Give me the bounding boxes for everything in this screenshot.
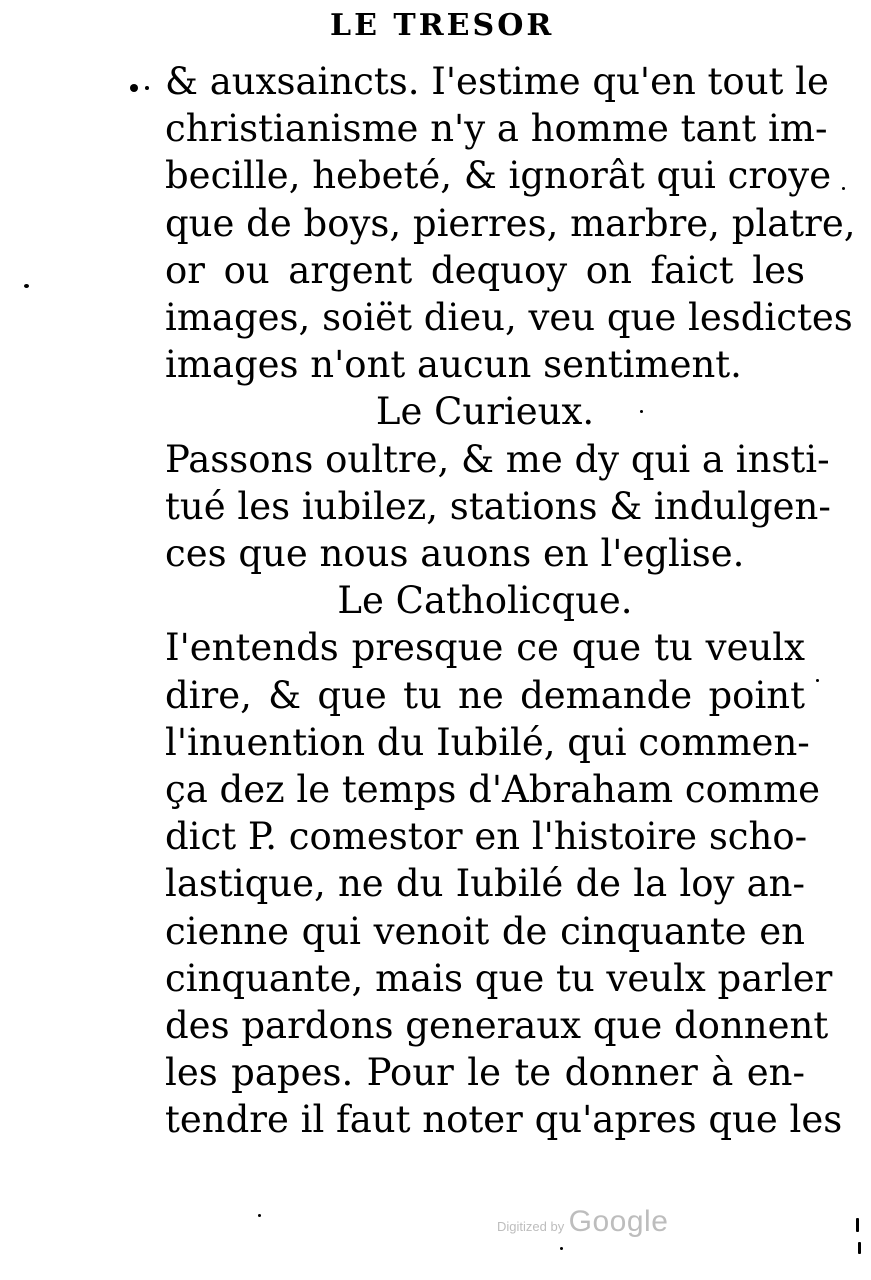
text-line: l'inuention du Iubilé, qui commen-	[165, 720, 810, 764]
scan-speck	[640, 410, 643, 413]
scan-speck	[560, 1247, 563, 1250]
digitized-watermark	[497, 1205, 668, 1239]
google-logo: Google	[568, 1205, 669, 1238]
text-line: les papes. Pour le te donner à en-	[165, 1051, 805, 1095]
text-line: dict P. comestor en l'histoire scho-	[165, 815, 808, 859]
text-line: I'entends presque ce que tu veulx	[165, 626, 805, 670]
scan-speck	[816, 679, 819, 682]
text-line: or ou argent dequoy on faict les	[165, 248, 805, 292]
text-line: des pardons generaux que donnent	[165, 1004, 829, 1048]
scan-speck	[842, 187, 845, 190]
text-line: cienne qui venoit de cinquante en	[165, 909, 805, 953]
scan-speck	[856, 1218, 859, 1232]
text-line: & auxsaincts. I'estime qu'en tout le	[165, 60, 829, 103]
text-line: becille, hebeté, & ignorât qui croye	[165, 154, 832, 198]
body-text	[165, 58, 856, 1144]
scan-speck	[24, 284, 29, 288]
text-line: cinquante, mais que tu veulx parler	[165, 956, 833, 1000]
text-line: christianisme n'y a homme tant im-	[165, 107, 828, 151]
text-line: ça dez le temps d'Abraham comme	[165, 768, 820, 812]
text-line: tendre il faut noter qu'apres que les	[165, 1098, 843, 1142]
scan-speck	[258, 1214, 261, 1217]
digitized-label: Digitized by	[497, 1219, 565, 1234]
speaker-heading: Le Curieux.	[375, 390, 595, 434]
text-line: Passons oultre, & me dy qui a insti-	[165, 437, 830, 481]
text-line: images n'ont aucun sentiment.	[165, 343, 742, 387]
text-line: lastique, ne du Iubilé de la loy an-	[165, 862, 805, 906]
scan-speck	[130, 84, 138, 92]
scan-speck	[145, 86, 149, 90]
text-line: dire, & que tu ne demande point	[165, 673, 805, 717]
running-head: LE TRESOR	[330, 8, 555, 43]
speaker-heading: Le Catholicque.	[337, 579, 633, 623]
text-line: ces que nous auons en l'eglise.	[165, 532, 745, 576]
text-line: que de boys, pierres, marbre, platre,	[165, 201, 856, 245]
scan-speck	[858, 1242, 861, 1254]
text-line: images, soiët dieu, veu que lesdictes	[165, 296, 853, 340]
text-line: tué les iubilez, stations & indulgen-	[165, 484, 831, 528]
